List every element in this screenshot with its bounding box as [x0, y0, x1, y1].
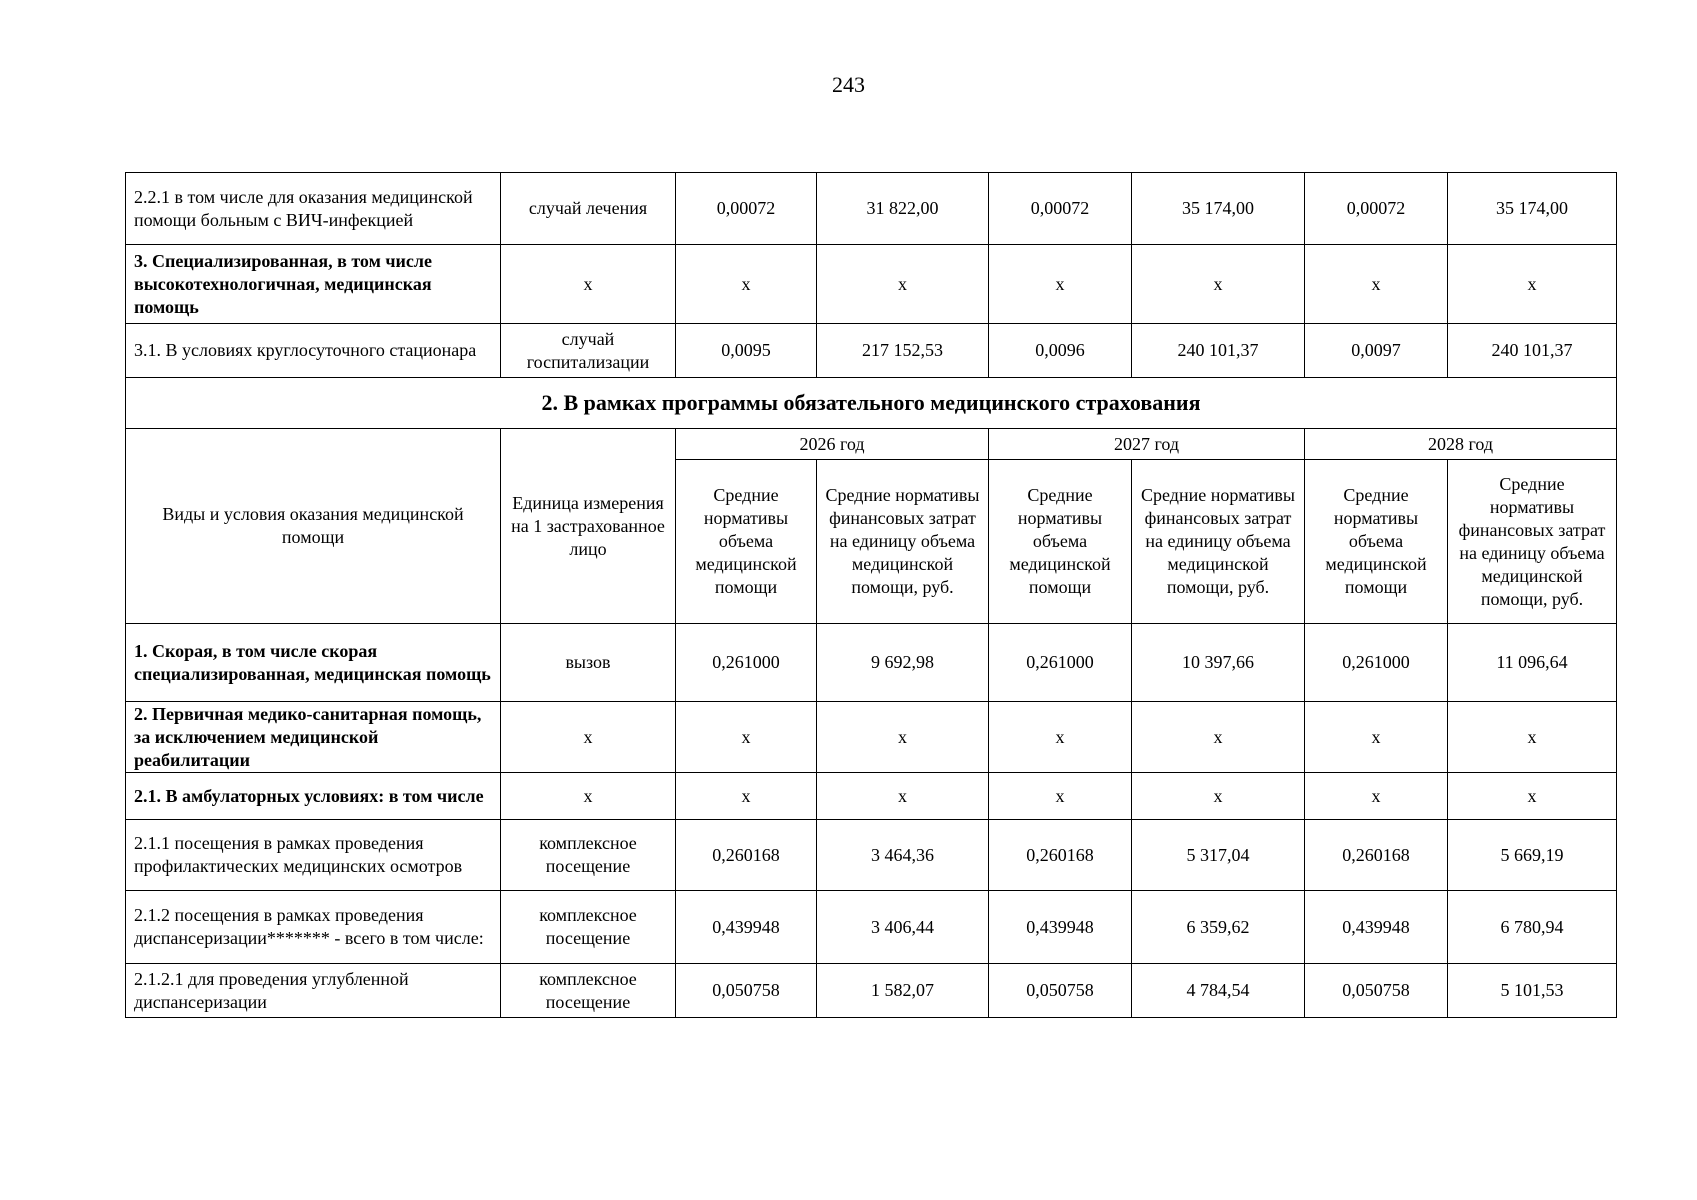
- row-cost-value: 240 101,37: [1132, 324, 1305, 378]
- header-cost: Средние нормативы финансовых затрат на единицу объема медицинской помощи, руб.: [1448, 460, 1617, 624]
- row-unit: х: [501, 245, 676, 324]
- row-name: 3. Специализированная, в том числе высокотехнологичная, медицинская помощь: [126, 245, 501, 324]
- row-volume-value: 0,260168: [1305, 820, 1448, 891]
- row-unit: вызов: [501, 624, 676, 702]
- row-volume-value: 0,261000: [676, 624, 817, 702]
- row-cost-value: х: [1448, 702, 1617, 773]
- header-year-2027: 2027 год: [989, 429, 1305, 460]
- row-unit: х: [501, 773, 676, 820]
- row-volume-value: х: [1305, 773, 1448, 820]
- row-cost-value: 1 582,07: [817, 964, 989, 1018]
- row-cost-value: 9 692,98: [817, 624, 989, 702]
- row-volume-value: 0,0097: [1305, 324, 1448, 378]
- row-unit: комплексное посещение: [501, 820, 676, 891]
- row-cost-value: 217 152,53: [817, 324, 989, 378]
- row-name: 1. Скорая, в том числе скорая специализированная, медицинская помощь: [126, 624, 501, 702]
- row-volume-value: 0,439948: [676, 891, 817, 964]
- table-row: [126, 173, 1617, 245]
- row-cost-value: 3 464,36: [817, 820, 989, 891]
- header-unit: Единица измерения на 1 застрахованное лицо: [501, 429, 676, 624]
- row-unit: случай госпитализации: [501, 324, 676, 378]
- row-volume-value: 0,00072: [989, 173, 1132, 245]
- row-unit: случай лечения: [501, 173, 676, 245]
- norms-table: [125, 172, 1617, 1018]
- header-volume: Средние нормативы объема медицинской помощи: [1305, 460, 1448, 624]
- row-name: 2.1.2.1 для проведения углубленной диспансеризации: [126, 964, 501, 1018]
- header-year-2028: 2028 год: [1305, 429, 1617, 460]
- row-cost-value: х: [1132, 773, 1305, 820]
- header-year-2026: 2026 год: [676, 429, 989, 460]
- table-row: [126, 820, 1617, 891]
- row-cost-value: 11 096,64: [1448, 624, 1617, 702]
- row-cost-value: х: [1132, 702, 1305, 773]
- row-cost-value: 3 406,44: [817, 891, 989, 964]
- table-top-section: [126, 173, 1617, 378]
- table-row: [126, 891, 1617, 964]
- row-volume-value: 0,0096: [989, 324, 1132, 378]
- table-row: [126, 773, 1617, 820]
- table-row: [126, 964, 1617, 1018]
- row-volume-value: 0,261000: [1305, 624, 1448, 702]
- row-volume-value: 0,439948: [989, 891, 1132, 964]
- row-name: 2.1. В амбулаторных условиях: в том числе: [126, 773, 501, 820]
- table-row: [126, 245, 1617, 324]
- header-volume: Средние нормативы объема медицинской помощи: [989, 460, 1132, 624]
- row-cost-value: х: [1448, 245, 1617, 324]
- row-volume-value: х: [1305, 702, 1448, 773]
- row-name: 3.1. В условиях круглосуточного стационара: [126, 324, 501, 378]
- row-volume-value: х: [676, 773, 817, 820]
- row-volume-value: 0,260168: [989, 820, 1132, 891]
- row-unit: комплексное посещение: [501, 891, 676, 964]
- row-volume-value: х: [676, 702, 817, 773]
- row-cost-value: х: [817, 773, 989, 820]
- header-cost: Средние нормативы финансовых затрат на единицу объема медицинской помощи, руб.: [1132, 460, 1305, 624]
- row-cost-value: 35 174,00: [1448, 173, 1617, 245]
- row-unit: х: [501, 702, 676, 773]
- row-volume-value: 0,261000: [989, 624, 1132, 702]
- table-row: [126, 624, 1617, 702]
- section-title-section: [126, 378, 1617, 429]
- header-volume: Средние нормативы объема медицинской помощи: [676, 460, 817, 624]
- header-kind: Виды и условия оказания медицинской помощи: [126, 429, 501, 624]
- row-cost-value: 5 317,04: [1132, 820, 1305, 891]
- row-cost-value: 6 780,94: [1448, 891, 1617, 964]
- row-name: 2. Первичная медико-санитарная помощь, за исключением медицинской реабилитации: [126, 702, 501, 773]
- row-volume-value: 0,00072: [676, 173, 817, 245]
- row-cost-value: х: [1132, 245, 1305, 324]
- row-volume-value: 0,260168: [676, 820, 817, 891]
- header-row-years: [126, 429, 1617, 460]
- row-volume-value: х: [989, 245, 1132, 324]
- row-volume-value: х: [1305, 245, 1448, 324]
- row-cost-value: 4 784,54: [1132, 964, 1305, 1018]
- table-header: [126, 429, 1617, 624]
- row-cost-value: 5 101,53: [1448, 964, 1617, 1018]
- row-volume-value: 0,050758: [676, 964, 817, 1018]
- row-cost-value: 6 359,62: [1132, 891, 1305, 964]
- table-body: [126, 624, 1617, 1018]
- row-cost-value: 5 669,19: [1448, 820, 1617, 891]
- row-unit: комплексное посещение: [501, 964, 676, 1018]
- section-title: 2. В рамках программы обязательного медицинского страхования: [126, 378, 1617, 429]
- row-volume-value: 0,0095: [676, 324, 817, 378]
- row-cost-value: 240 101,37: [1448, 324, 1617, 378]
- row-name: 2.1.2 посещения в рамках проведения диспансеризации******* - всего в том числе:: [126, 891, 501, 964]
- row-cost-value: х: [817, 245, 989, 324]
- row-cost-value: х: [1448, 773, 1617, 820]
- row-cost-value: 35 174,00: [1132, 173, 1305, 245]
- table-row: [126, 324, 1617, 378]
- row-volume-value: х: [676, 245, 817, 324]
- row-volume-value: 0,00072: [1305, 173, 1448, 245]
- row-volume-value: 0,050758: [1305, 964, 1448, 1018]
- row-name: 2.2.1 в том числе для оказания медицинской помощи больным с ВИЧ-инфекцией: [126, 173, 501, 245]
- row-cost-value: 10 397,66: [1132, 624, 1305, 702]
- row-volume-value: 0,050758: [989, 964, 1132, 1018]
- table-row: [126, 702, 1617, 773]
- row-volume-value: 0,439948: [1305, 891, 1448, 964]
- section-title-row: [126, 378, 1617, 429]
- row-volume-value: х: [989, 773, 1132, 820]
- row-cost-value: х: [817, 702, 989, 773]
- row-volume-value: х: [989, 702, 1132, 773]
- header-cost: Средние нормативы финансовых затрат на единицу объема медицинской помощи, руб.: [817, 460, 989, 624]
- page-number: 243: [832, 72, 865, 97]
- row-cost-value: 31 822,00: [817, 173, 989, 245]
- row-name: 2.1.1 посещения в рамках проведения профилактических медицинских осмотров: [126, 820, 501, 891]
